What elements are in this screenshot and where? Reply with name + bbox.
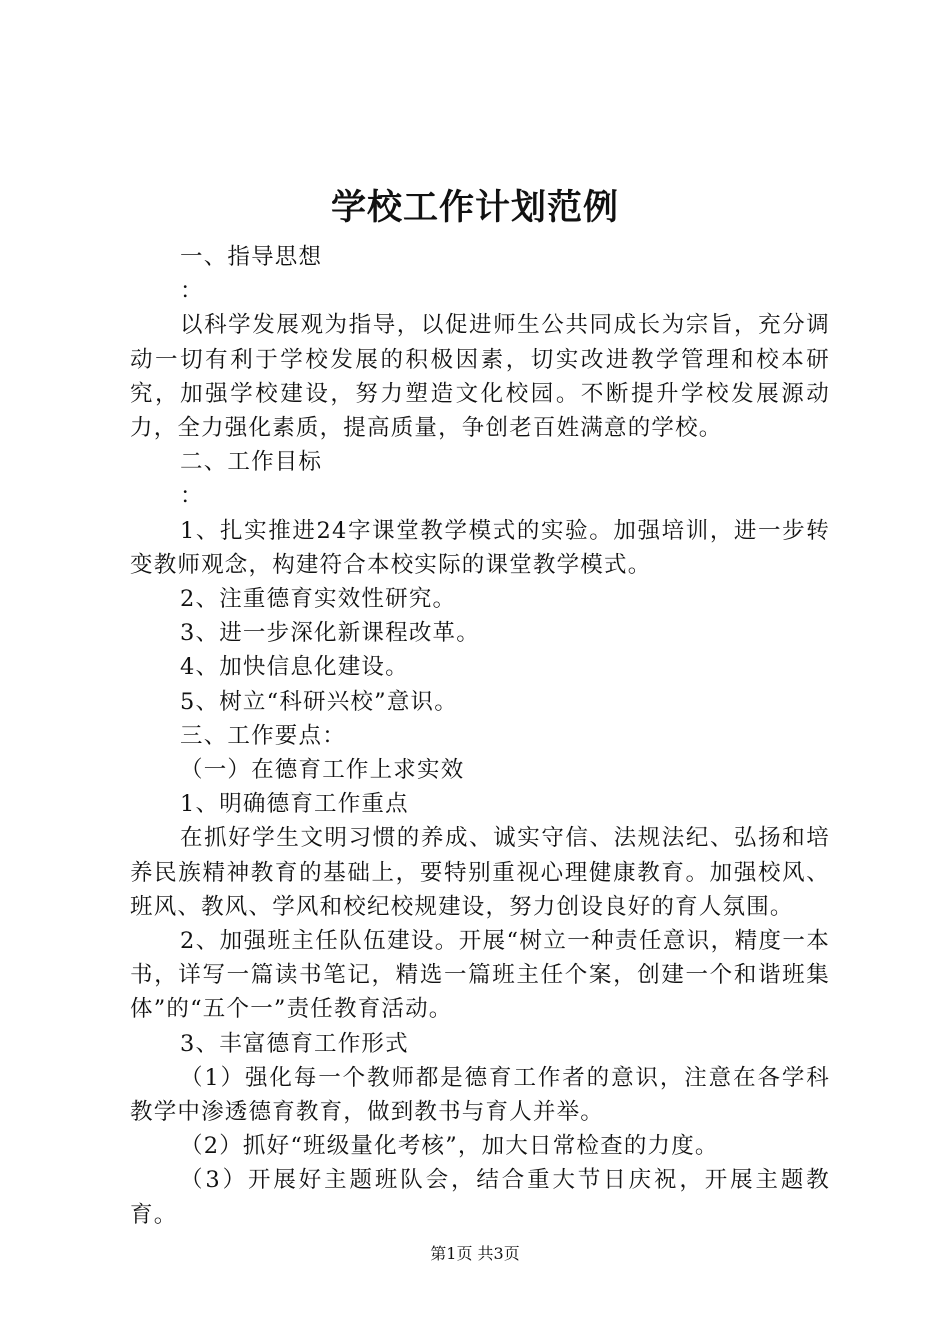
page-footer: 第1页 共3页 [430, 1244, 520, 1263]
section-heading: 三、工作要点： [180, 722, 346, 749]
paragraph: 3、进一步深化新课程改革。 [180, 620, 480, 647]
paragraph: （1）强化每一个教师都是德育工作者的意识，注意在各学科教学中渗透德育教育，做到教书与育人并举。 [130, 1064, 830, 1126]
paragraph: 5、树立“科研兴校”意识。 [180, 688, 458, 715]
paragraph: （3）开展好主题班队会，结合重大节日庆祝，开展主题教育。 [130, 1167, 830, 1228]
paragraph: （2）抓好“班级量化考核”，加大日常检查的力度。 [180, 1133, 719, 1160]
item-heading: 3、丰富德育工作形式 [180, 1030, 409, 1057]
subsection-heading: （一）在德育工作上求实效 [180, 757, 465, 784]
document-title: 学校工作计划范例 [330, 187, 619, 228]
paragraph: 2、加强班主任队伍建设。开展“树立一种责任意识，精度一本书，详写一篇读书笔记，精选一篇班主任个案，创建一个和谐班集体”的“五个一”责任教育活动。 [130, 928, 830, 1023]
paragraph: 1、扎实推进24字课堂教学模式的实验。加强培训，进一步转变教师观念，构建符合本校实际的课堂教学模式。 [130, 517, 830, 578]
paragraph: 2、注重德育实效性研究。 [180, 586, 457, 613]
colon-line: ： [180, 483, 203, 510]
colon-line: ： [180, 278, 203, 305]
item-heading: 1、明确德育工作重点 [180, 791, 409, 818]
paragraph: 4、加快信息化建设。 [180, 654, 409, 681]
section-heading: 二、工作目标 [180, 449, 323, 476]
paragraph: 在抓好学生文明习惯的养成、诚实守信、法规法纪、弘扬和培养民族精神教育的基础上，要特别重视心理健康教育。加强校风、班风、教风、学风和校纪校规建设，努力创设良好的育人氛围。 [130, 825, 830, 920]
section-heading: 一、指导思想 [180, 244, 323, 270]
paragraph: 以科学发展观为指导，以促进师生公共同成长为宗旨，充分调动一切有利于学校发展的积极因素，切实改进教学管理和校本研究，加强学校建设，努力塑造文化校园。不断提升学校发展源动力，全力强化素质，提高质量，争创老百姓满意的学校。 [130, 312, 830, 442]
document-body [130, 240, 830, 1232]
